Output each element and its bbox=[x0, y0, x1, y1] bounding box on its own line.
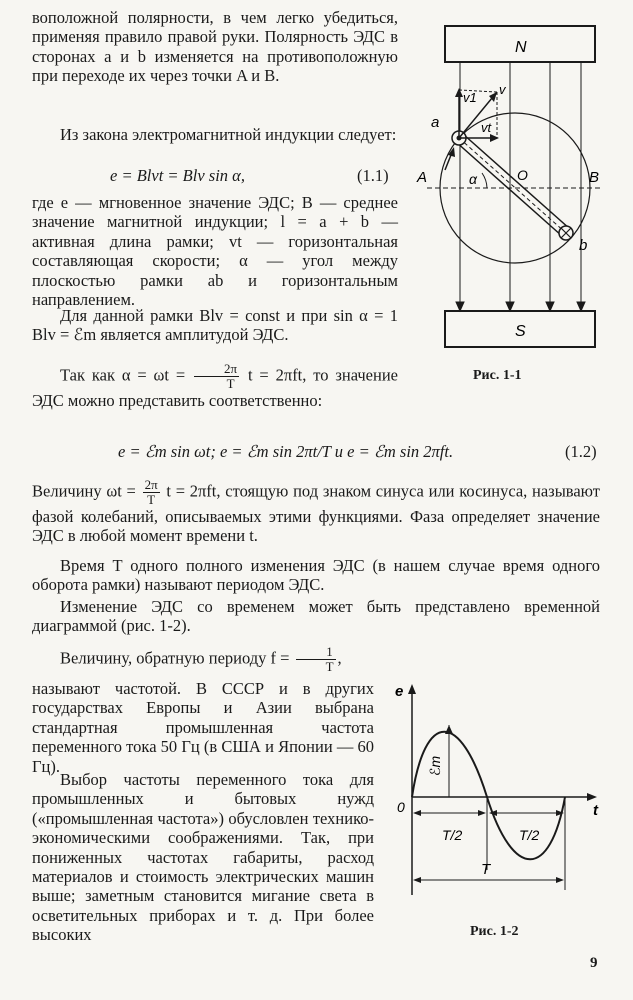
fraction-numerator: 1 bbox=[296, 645, 336, 660]
fraction-denominator: T bbox=[325, 659, 334, 674]
label-v: v bbox=[499, 82, 506, 97]
label-B: B bbox=[589, 169, 600, 186]
sine-wave bbox=[412, 732, 565, 860]
equation-1-1 bbox=[110, 166, 245, 186]
paragraph-frequency-standard: называют частотой. В СССР и в других государствах Европы и Азии выбрана стандартная промышленная частота переменного тока 50 Гц (в США и Японии — 60 Гц). bbox=[32, 679, 374, 776]
fraction-denominator: T bbox=[147, 492, 156, 507]
figure-1-1-caption: Рис. 1-1 bbox=[473, 368, 522, 383]
paragraph-phase bbox=[32, 478, 600, 546]
label-b: b bbox=[579, 237, 588, 254]
amplitude-label: ℰm bbox=[427, 755, 443, 776]
fraction-2pi-over-T bbox=[143, 478, 160, 507]
label-v1: v1 bbox=[463, 90, 477, 105]
south-label: S bbox=[515, 323, 526, 340]
fraction-numerator: 2π bbox=[194, 362, 239, 377]
paragraph-time-diagram: Изменение ЭДС со временем может быть представлено временной диаграммой (рис. 1-2). bbox=[32, 597, 600, 636]
label-O: O bbox=[517, 167, 528, 183]
label-A: A bbox=[417, 169, 428, 186]
x-axis-label: t bbox=[593, 802, 598, 819]
text-fragment: t = 2πft, то значение ЭДС можно представить соответственно: bbox=[32, 365, 398, 410]
text-fragment: Величину, обратную периоду f = bbox=[60, 648, 290, 668]
origin-label: 0 bbox=[397, 799, 405, 815]
label-alpha: α bbox=[469, 171, 477, 187]
paragraph-period: Время T одного полного изменения ЭДС (в нашем случае время одного оборота рамки) называют периодом ЭДС. bbox=[32, 556, 600, 595]
equation-1-2-number: (1.2) bbox=[565, 442, 597, 461]
figure-1-1 bbox=[405, 22, 610, 362]
paragraph-frequency-def: Величину, обратную периоду f = $\frac{1}{T}$ , bbox=[60, 644, 342, 674]
angle-arc bbox=[482, 173, 487, 188]
label-a: a bbox=[431, 114, 440, 131]
figure-1-2 bbox=[385, 680, 610, 905]
text-fragment: Величину ωt = bbox=[32, 481, 136, 501]
paragraph-polarity: воположной полярности, в чем легко убедиться, применяя правило правой руки. Полярность ЭДС в сторонах a и b изменяется на противоположную при переходе их через точки A и B. bbox=[32, 8, 398, 86]
fraction-2pi-over-T bbox=[194, 362, 239, 391]
text-fragment: Так как α = ωt = bbox=[60, 365, 186, 385]
equation-1-2 bbox=[118, 442, 453, 462]
paragraph-frequency-choice: Выбор частоты переменного тока для промышленных и бытовых нужд («промышленная частота») обусловлен технико-экономическими соображениями. Так, при пониженных частотах габариты, расход материалов и стоимость электрических машин выше; заметным становится мигание света в осветительных приборах и т. д. При более высоких bbox=[32, 770, 374, 945]
paragraph-induction-law: Из закона электромагнитной индукции следует: bbox=[60, 125, 397, 144]
paragraph-phase-intro bbox=[32, 362, 398, 410]
figure-1-2-caption: Рис. 1-2 bbox=[470, 924, 519, 939]
text-fragment: t = 2πft, стоящую под знаком синуса или косинуса, называют фазой колебаний, описываемых этими функциями. Фаза определяет значение ЭДС в любой момент времени t. bbox=[32, 481, 600, 546]
equation-1-1-number: (1.1) bbox=[357, 166, 389, 185]
half-period-label-2: T/2 bbox=[519, 827, 540, 843]
paragraph-definitions: где e — мгновенное значение ЭДС; B — среднее значение магнитной индукции; l = a + b — активная длина рамки; vt — горизонтальная составляющая скорости; α — угол между плоскостью рамки ab и горизонтальным направлением. bbox=[32, 193, 398, 310]
equation-1-2-text: e = ℰm sin ωt; e = ℰm sin 2πt/T и e = ℰm sin 2πft. bbox=[118, 442, 454, 461]
equation-1-1-text: e = Blvt = Blv sin α, bbox=[110, 166, 245, 185]
north-label: N bbox=[515, 39, 527, 56]
half-period-label-1: T/2 bbox=[442, 827, 463, 843]
label-vt: vt bbox=[481, 120, 492, 135]
y-axis-label: e bbox=[395, 683, 404, 700]
period-label: T bbox=[481, 861, 491, 878]
page-number: 9 bbox=[590, 955, 598, 971]
paragraph-amplitude: Для данной рамки Blv = const и при sin α = 1 Blv = ℰm является амплитудой ЭДС. bbox=[32, 306, 398, 345]
fraction-1-over-T bbox=[296, 645, 336, 674]
fraction-denominator: T bbox=[226, 376, 235, 391]
fraction-numerator: 2π bbox=[144, 477, 158, 492]
